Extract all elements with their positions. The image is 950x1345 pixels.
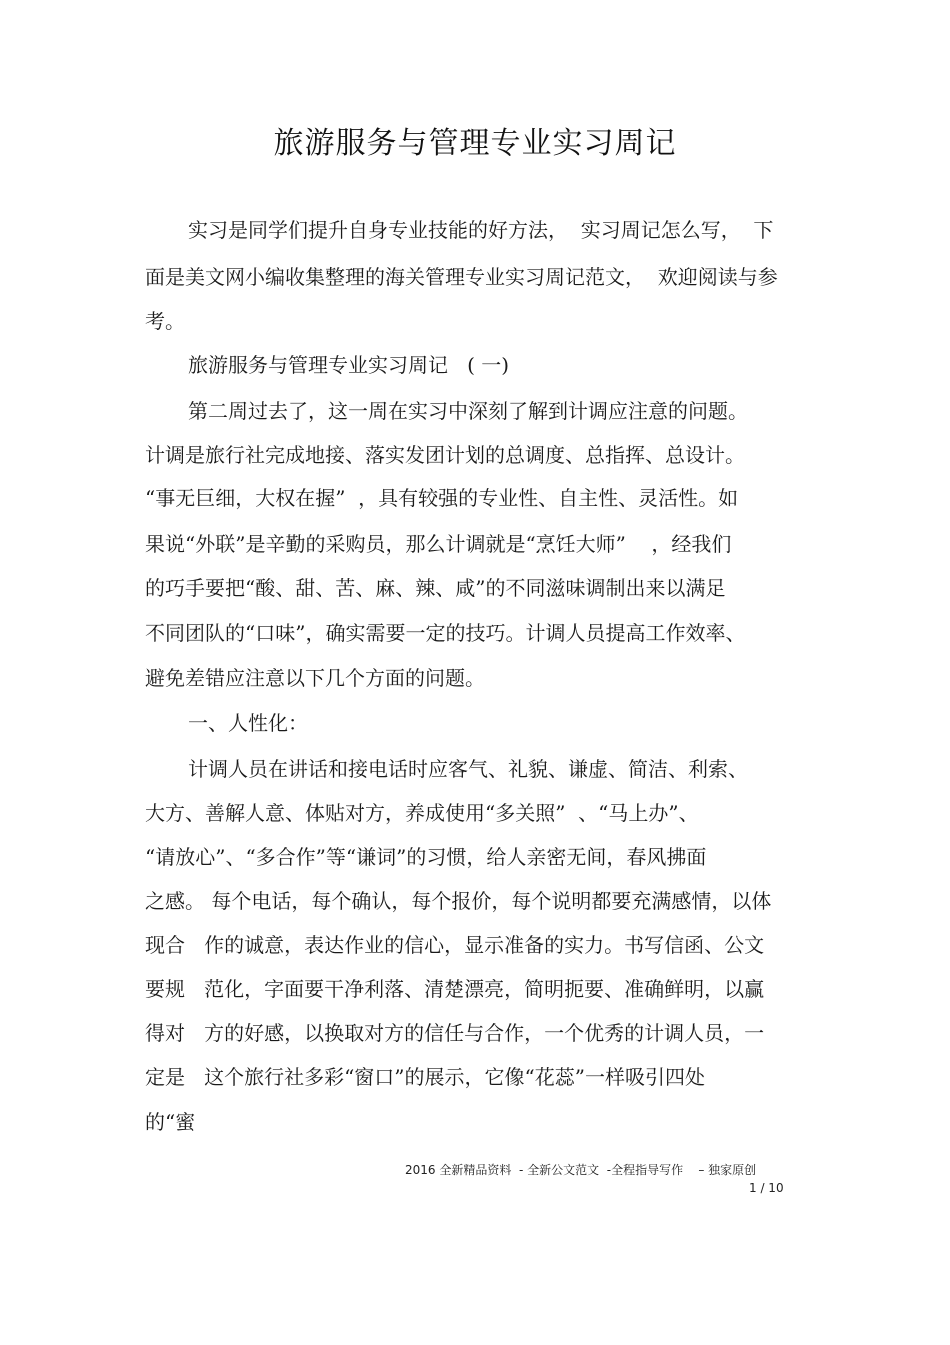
paragraph-line: 面是美文网小编收集整理的海关管理专业实习周记范文， 欢迎阅读与参	[145, 265, 778, 289]
footer-text: 2016 全新精品资料 - 全新公文范文 -全程指导写作 – 独家原创	[405, 1163, 757, 1177]
paragraph-line: 的巧手要把“酸、甜、苦、麻、辣、咸”的不同滋味调制出来以满足	[145, 576, 726, 600]
paragraph-line: 第二周过去了，这一周在实习中深刻了解到计调应注意的问题。	[188, 399, 748, 423]
sub-heading: 一、人性化：	[188, 711, 308, 735]
paragraph-line: 的“蜜	[145, 1110, 196, 1134]
paragraph-line: 计调是旅行社完成地接、落实发团计划的总调度、总指挥、总设计。	[145, 443, 745, 467]
paragraph-line: 果说“外联”是辛勤的采购员，那么计调就是“烹饪大师” ，经我们	[145, 532, 732, 556]
paragraph-line: 得对 方的好感，以换取对方的信任与合作，一个优秀的计调人员，一	[145, 1021, 765, 1045]
paragraph-line: 计调人员在讲话和接电话时应客气、礼貌、谦虚、简洁、利索、	[188, 757, 748, 781]
page-number: 1 / 10	[749, 1181, 784, 1195]
paragraph-line: “请放心”、“多合作”等“谦词”的习惯，给人亲密无间，春风拂面	[145, 845, 707, 869]
paragraph-line: 要规 范化，字面要干净利落、清楚漂亮，简明扼要、准确鲜明，以赢	[145, 977, 765, 1001]
section-heading: 旅游服务与管理专业实习周记 ( 一)	[188, 353, 510, 377]
paragraph-line: 现合 作的诚意，表达作业的信心，显示准备的实力。书写信函、公文	[145, 933, 765, 957]
paragraph-line: 不同团队的“口味”，确实需要一定的技巧。计调人员提高工作效率、	[145, 621, 746, 645]
document-title: 旅游服务与管理专业实习周记	[273, 126, 677, 161]
paragraph-line: 考。	[145, 309, 185, 333]
paragraph-line: 定是 这个旅行社多彩“窗口”的展示，它像“花蕊”一样吸引四处	[145, 1065, 705, 1089]
paragraph-line: “事无巨细，大权在握” ，具有较强的专业性、自主性、灵活性。如	[145, 486, 739, 510]
paragraph-line: 之感。 每个电话，每个确认，每个报价，每个说明都要充满感情，以体	[145, 889, 772, 913]
paragraph-line: 避免差错应注意以下几个方面的问题。	[145, 666, 485, 690]
paragraph-line: 实习是同学们提升自身专业技能的好方法， 实习周记怎么写， 下	[188, 218, 774, 242]
paragraph-line: 大方、善解人意、体贴对方，养成使用“多关照” 、“马上办”、	[145, 801, 699, 825]
